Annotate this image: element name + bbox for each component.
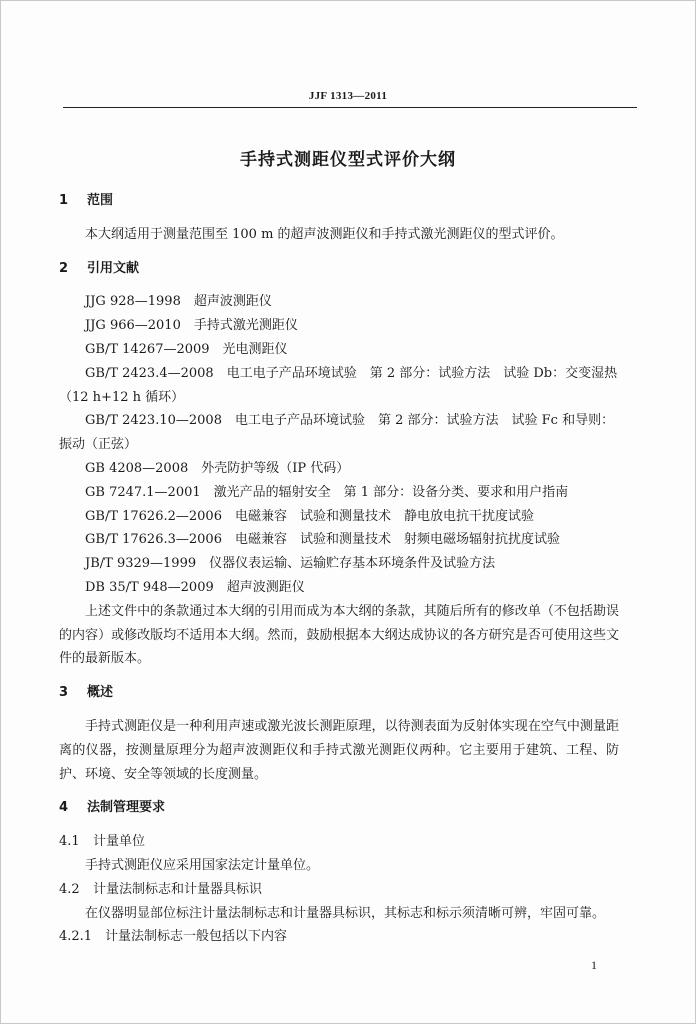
reference-item: GB/T 14267—2009 光电测距仪	[85, 341, 288, 357]
section-4-2-paragraph: 在仪器明显部位标注计量法制标志和计量器具标识，其标志和标示须清晰可辨，牢固可靠。	[85, 905, 606, 921]
section-1-heading: 1 范围	[59, 193, 114, 208]
section-3-paragraph: 手持式测距仪是一种利用声速或激光波长测距原理，以待测表面为反射体实现在空气中测量距离的仪器，按测量原理分为超声波测距仪和手持式激光测距仪两种。它主要用于建筑、工程、防护、环境、安全等领域的长度测量。	[59, 718, 619, 782]
section-4-2-1-heading: 4.2.1 计量法制标志一般包括以下内容	[59, 929, 288, 945]
reference-item: GB/T 17626.2—2006 电磁兼容 试验和测量技术 静电放电抗干扰度试验	[85, 508, 534, 524]
reference-item: GB/T 2423.4—2008 电工电子产品环境试验 第 2 部分：试验方法 试验 Db：交变湿热（12 h+12 h 循环）	[59, 365, 618, 405]
document-body	[59, 189, 619, 949]
section-2-paragraph: 上述文件中的条款通过本大纲的引用而成为本大纲的条款，其随后所有的修改单（不包括勘误的内容）或修改版均不适用本大纲。然而，鼓励根据本大纲达成协议的各方研究是否可使用这些文件的最新版本。	[59, 603, 619, 667]
reference-item: GB 4208—2008 外壳防护等级（IP 代码）	[85, 460, 350, 476]
reference-item: JJG 966—2010 手持式激光测距仪	[85, 318, 298, 334]
section-2-heading: 2 引用文献	[59, 260, 140, 276]
section-4-heading: 4 法制管理要求	[59, 800, 166, 816]
reference-item: JB/T 9329—1999 仪器仪表运输、运输贮存基本环境条件及试验方法	[85, 556, 496, 572]
header-rule	[63, 107, 637, 108]
section-4-1-paragraph: 手持式测距仪应采用国家法定计量单位。	[85, 857, 320, 873]
standard-code: JJF 1313—2011	[308, 90, 388, 102]
section-1-paragraph: 本大纲适用于测量范围至 100 m 的超声波测距仪和手持式激光测距仪的型式评价。	[85, 226, 564, 242]
reference-item: DB 35/T 948—2009 超声波测距仪	[85, 579, 305, 595]
reference-item: JJG 928—1998 超声波测距仪	[85, 294, 272, 310]
page-number: 1	[591, 958, 597, 972]
reference-item: GB/T 17626.3—2006 电磁兼容 试验和测量技术 射频电磁场辐射抗扰度试验	[85, 532, 560, 548]
section-3-heading: 3 概述	[59, 685, 114, 701]
section-4-1-heading: 4.1 计量单位	[59, 834, 146, 850]
section-4-2-heading: 4.2 计量法制标志和计量器具标识	[59, 881, 263, 897]
document-title: 手持式测距仪型式评价大纲	[240, 150, 456, 170]
reference-item: GB 7247.1—2001 激光产品的辐射安全 第 1 部分：设备分类、要求和用户指南	[85, 484, 569, 500]
reference-item: GB/T 2423.10—2008 电工电子产品环境试验 第 2 部分：试验方法 试验 Fc 和导则：振动（正弦）	[59, 413, 615, 453]
